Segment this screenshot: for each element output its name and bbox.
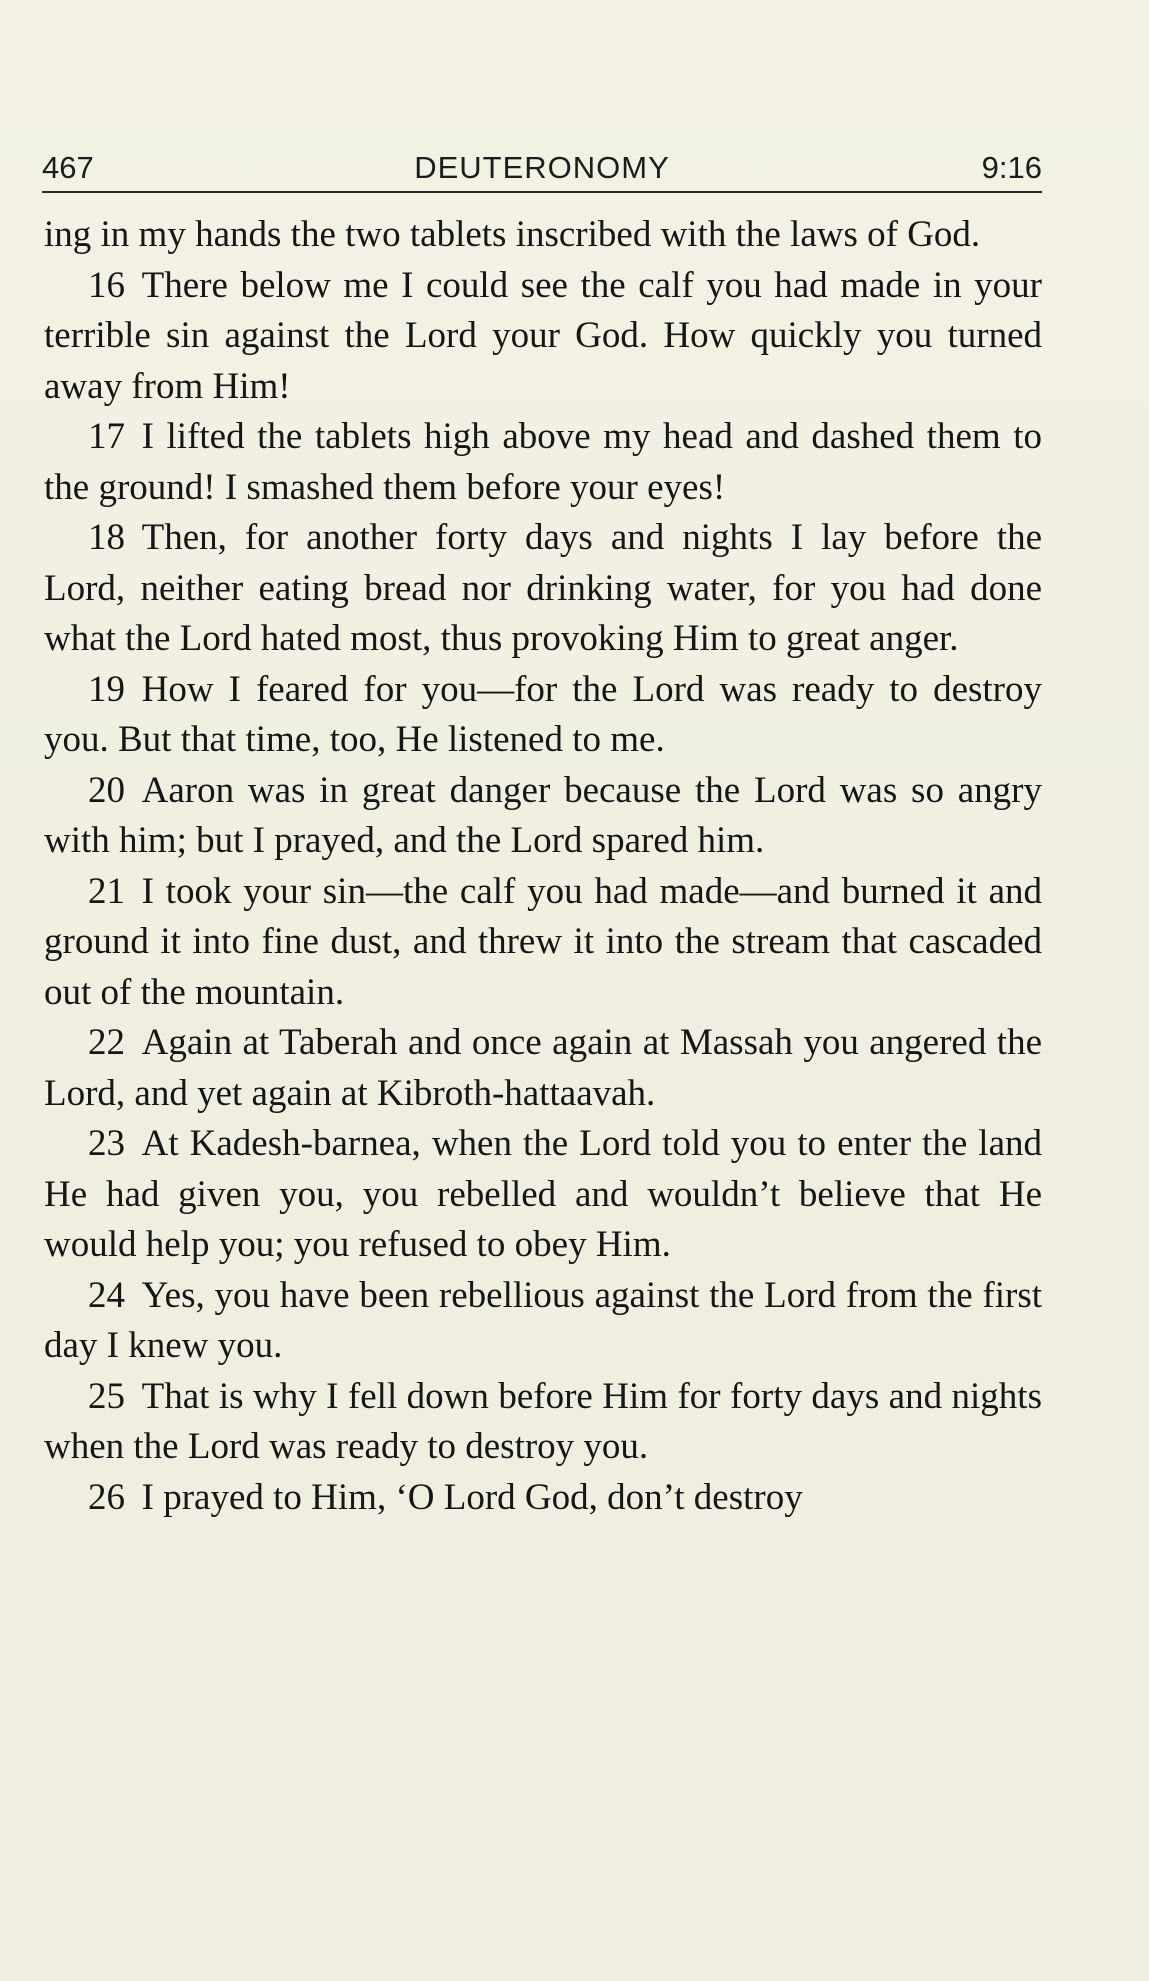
verse-23	[44, 1119, 1042, 1271]
verse-number: 26	[88, 1476, 125, 1518]
header-rule	[42, 191, 1042, 193]
verse-text: Aaron was in great danger because the Lord was so angry with him; but I prayed, and the Lord spared him.	[44, 769, 1042, 861]
body-text	[44, 210, 1042, 1523]
book-title: DEUTERONOMY	[414, 150, 670, 185]
verse-18	[44, 513, 1042, 665]
verse-21	[44, 867, 1042, 1019]
verse-text: How I feared for you—for the Lord was ready to destroy you. But that time, too, He listened to me.	[44, 668, 1042, 760]
verse-19	[44, 665, 1042, 766]
verse-text: I prayed to Him, ‘O Lord God, don’t destroy	[141, 1476, 803, 1518]
verse-number: 20	[88, 769, 125, 811]
verse-number: 19	[88, 668, 125, 710]
verse-number: 18	[88, 517, 125, 558]
opening-paragraph: ing in my hands the two tablets inscribed with the laws of God.	[44, 214, 981, 255]
verse-text: At Kadesh-barnea, when the Lord told you to enter the land He had given you, you rebelled and wouldn’t believe that He would help you; you refused to obey Him.	[44, 1123, 1042, 1265]
verse-text: That is why I fell down before Him for forty days and nights when the Lord was ready to destroy you.	[44, 1375, 1042, 1467]
verse-number: 23	[88, 1123, 125, 1164]
verse-text: Yes, you have been rebellious against the Lord from the first day I knew you.	[44, 1274, 1042, 1366]
verse-text: I lifted the tablets high above my head and dashed them to the ground! I smashed them before your eyes!	[44, 416, 1042, 508]
verse-number: 25	[88, 1375, 125, 1417]
verse-number: 17	[88, 416, 125, 457]
verse-24	[44, 1271, 1042, 1372]
verse-17	[44, 412, 1042, 513]
verse-number: 22	[88, 1022, 125, 1063]
verse-text: I took your sin—the calf you had made—and burned it and ground it into fine dust, and threw it into the stream that cascaded out of the mountain.	[44, 870, 1042, 1013]
chapter-verse-reference: 9:16	[981, 150, 1042, 185]
page-number: 467	[42, 150, 94, 185]
verse-number: 24	[88, 1274, 125, 1316]
verse-25	[44, 1372, 1042, 1473]
running-header	[42, 150, 1042, 190]
verse-text: Then, for another forty days and nights I lay before the Lord, neither eating bread nor drinking water, for you had done what the Lord hated most, thus provoking Him to great anger.	[44, 517, 1042, 659]
verse-number: 16	[88, 264, 125, 306]
verse-26	[44, 1473, 1042, 1524]
verse-22	[44, 1018, 1042, 1119]
verse-16	[44, 261, 1042, 413]
verse-text: There below me I could see the calf you had made in your terrible sin against the Lord your God. How quickly you turned away from Him!	[44, 264, 1042, 407]
verse-text: Again at Taberah and once again at Massah you angered the Lord, and yet again at Kibroth-hattaavah.	[44, 1022, 1042, 1114]
verse-number: 21	[88, 870, 125, 912]
verse-20	[44, 766, 1042, 867]
